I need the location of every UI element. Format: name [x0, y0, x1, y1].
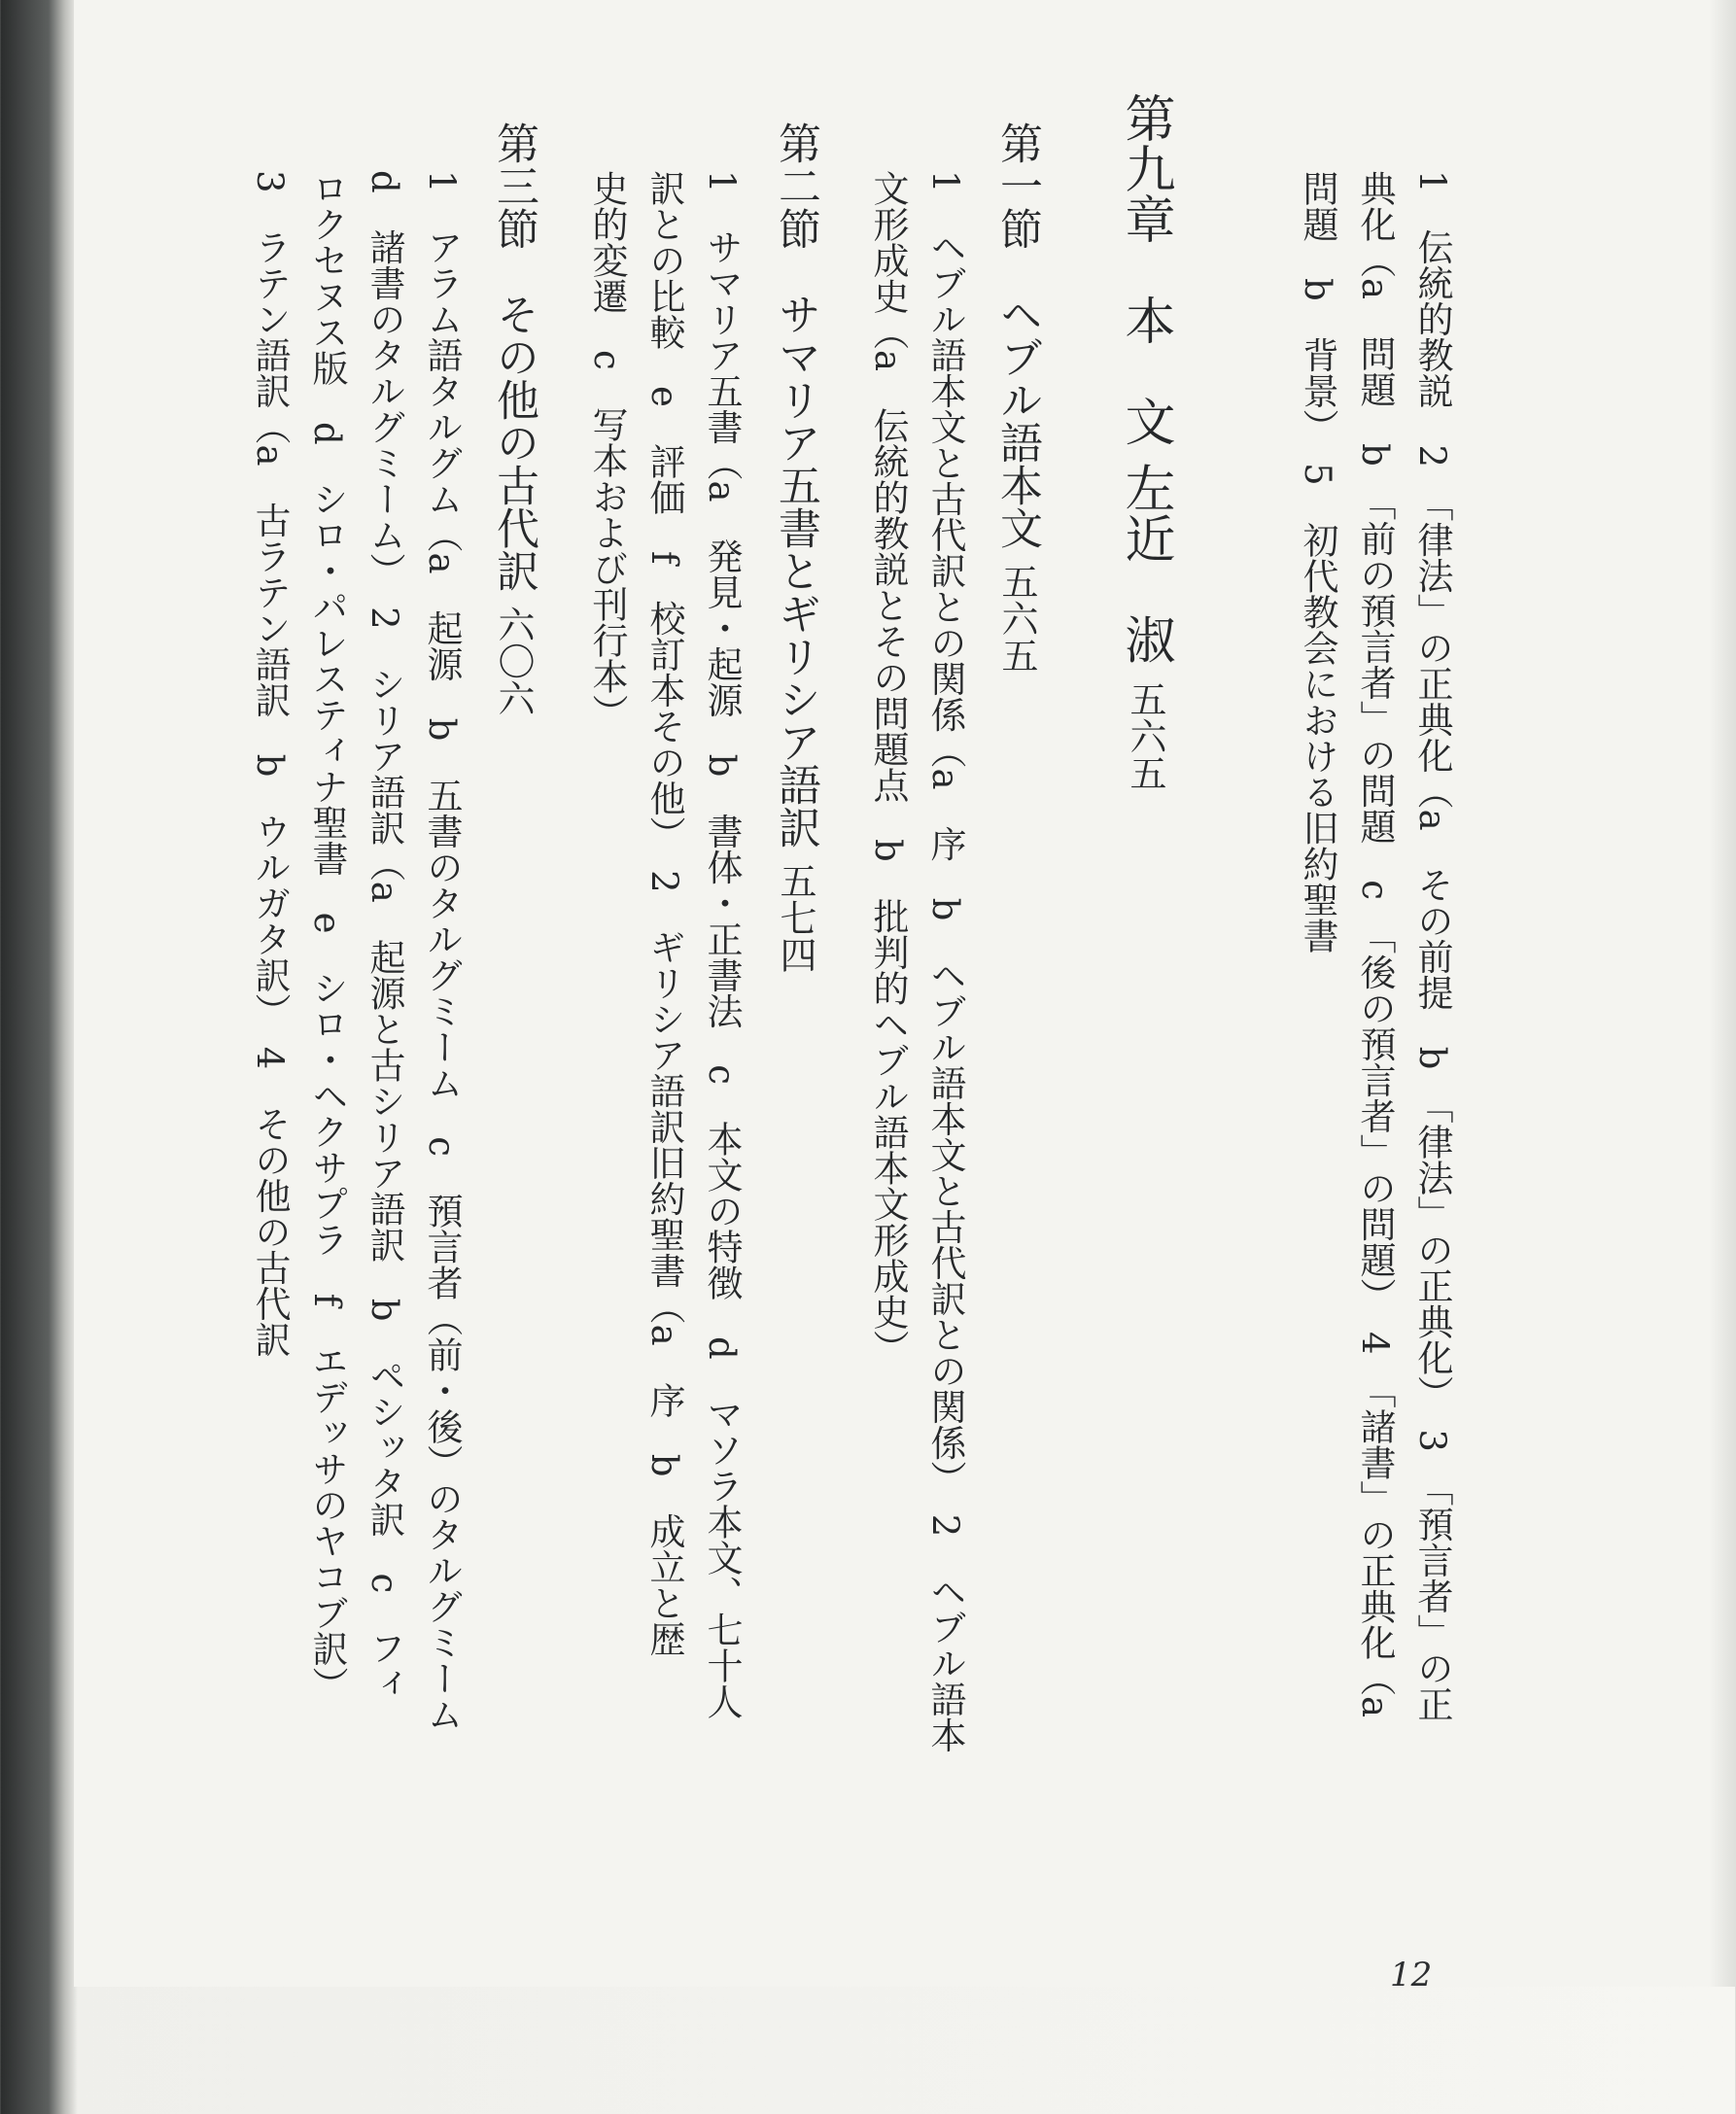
toc-text: 史的変遷 c 写本および刊行本）	[586, 170, 628, 730]
toc-text: 問題 b 背景） 5 初代教会における旧約聖書	[1297, 170, 1338, 953]
section-1-line-1	[924, 170, 966, 2114]
section-1-title: 第一節 ヘブル語本文	[992, 121, 1042, 549]
chapter-author: 左近 淑	[1116, 462, 1174, 665]
toc-text: 1 サマリア五書（a 発見・起源 b 書体・正書法 c 本文の特徴 d マソラ本文、七十人	[701, 170, 743, 1719]
page-folio: 12	[1390, 1956, 1433, 1994]
section-2-line-3	[586, 170, 628, 2114]
section-1-line-2	[867, 170, 909, 2114]
section-2-row	[771, 121, 828, 2065]
toc-text: ロクセヌス版 d シロ・パレスティナ聖書 e シロ・ヘクサプラ f エデッサのヤコブ訳）	[306, 170, 348, 1703]
section-3-title: 第三節 その他の古代訳	[489, 121, 538, 592]
toc-line-3	[1297, 170, 1338, 2114]
section-3-line-1	[421, 170, 463, 2114]
section-1-row	[992, 121, 1050, 2065]
section-2-line-1	[701, 170, 743, 2114]
section-1-page-number: 五六五	[995, 563, 1038, 674]
toc-text: 1 伝統的教説 2 「律法」の正典化（a その前提 b 「律法」の正典化） 3 「預言者」の正	[1411, 170, 1453, 1722]
chapter-title: 第九章 本 文	[1116, 92, 1174, 446]
section-2-line-2	[643, 170, 685, 2114]
toc-text: 文形成史（a 伝統的教説とその問題点 b 批判的ヘブル語本文形成史）	[867, 170, 909, 1366]
section-3-line-4	[249, 170, 291, 2114]
section-3-page-number: 六〇六	[492, 606, 535, 716]
toc-text: 訳との比較 e 評価 f 校訂本その他） 2 ギリシア語訳旧約聖書（a 序 b 成立と歴	[643, 170, 685, 1657]
section-3-line-3	[306, 170, 348, 2114]
toc-text: d 諸書のタルグミーム） 2 シリア語訳（a 起源と古シリア語訳 b ペシッタ訳 c フィ	[364, 170, 405, 1702]
toc-text: 1 ヘブル語本文と古代訳との関係（a 序 b ヘブル語本文と古代訳との関係） 2 ヘブル語本	[924, 170, 966, 1753]
page-edge	[1709, 0, 1736, 1987]
section-2-title: 第二節 サマリア五書とギリシア語訳	[771, 121, 820, 849]
chapter-page-number: 五六五	[1124, 680, 1166, 792]
toc-line-2	[1354, 170, 1396, 2114]
toc-text: 3 ラテン語訳（a 古ラテン語訳 b ウルガタ訳） 4 その他の古代訳	[249, 170, 291, 1358]
section-3-line-2	[364, 170, 405, 2114]
toc-text: 典化（a 問題 b 「前の預言者」の問題 c 「後の預言者」の問題） 4 「諸書」の正典化（a	[1354, 170, 1396, 1718]
toc-text: 1 アラム語タルグム（a 起源 b 五書のタルグミーム c 預言者（前・後）のタルグミーム	[421, 170, 463, 1733]
chapter-heading-row	[1116, 92, 1184, 2036]
section-2-page-number: 五七四	[774, 862, 816, 973]
section-3-row	[489, 121, 546, 2065]
